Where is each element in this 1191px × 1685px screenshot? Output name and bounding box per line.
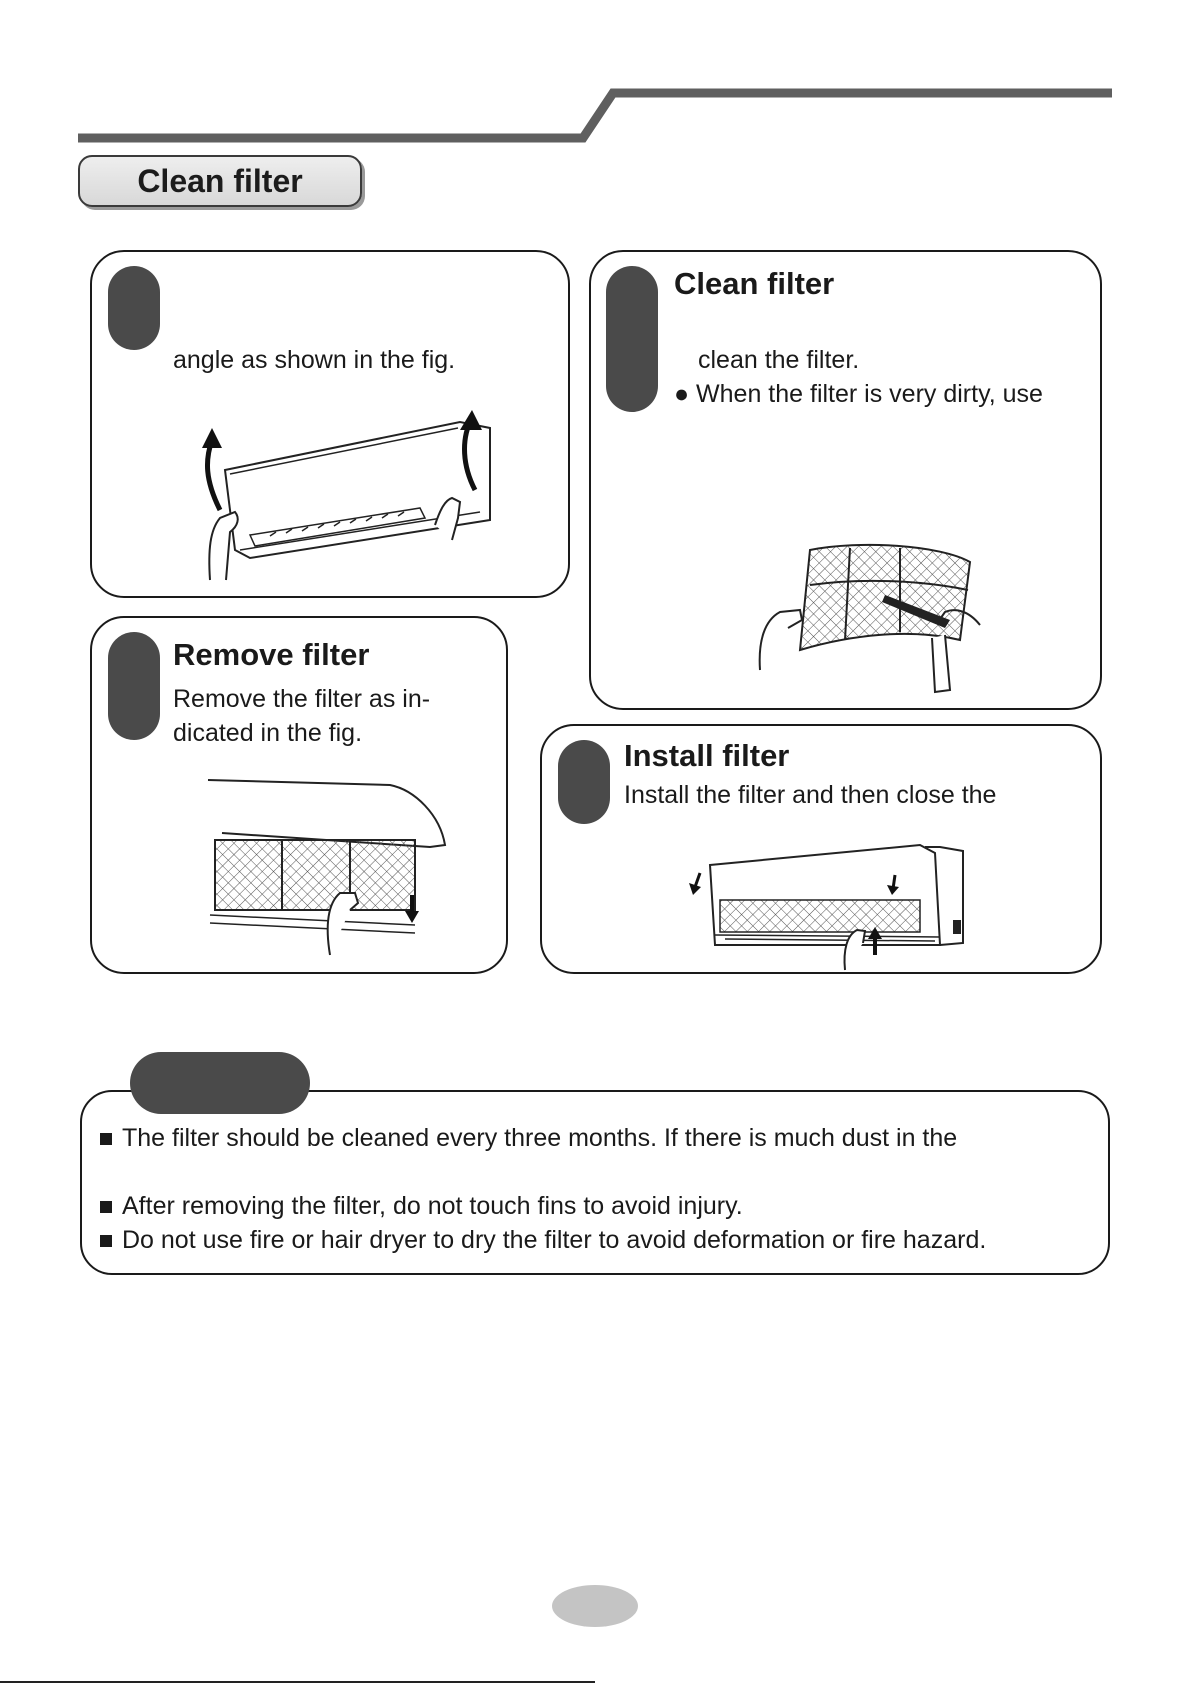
step-text: Remove the filter as in- xyxy=(173,685,431,713)
step-text: ● When the filter is very dirty, use xyxy=(674,380,1043,408)
section-title: Clean filter xyxy=(78,155,362,207)
note-text: After removing the filter, do not touch fins to avoid injury. xyxy=(122,1192,743,1220)
note-text: Do not use fire or hair dryer to dry the filter to avoid deformation or fire hazard. xyxy=(122,1226,987,1254)
step-marker xyxy=(108,632,160,740)
note-text: The filter should be cleaned every three months. If there is much dust in the xyxy=(122,1124,958,1152)
page-number-badge xyxy=(552,1585,638,1627)
step-heading: Clean filter xyxy=(674,266,835,301)
filter-cleaning-illustration xyxy=(740,540,1000,700)
step-text: clean the filter. xyxy=(698,346,860,374)
step-heading: Install filter xyxy=(624,738,790,773)
footer-rule xyxy=(0,1680,1191,1685)
step-heading: Remove filter xyxy=(173,637,370,672)
install-filter-illustration xyxy=(685,835,965,970)
step-text: angle as shown in the fig. xyxy=(173,346,456,374)
step-marker xyxy=(606,266,658,412)
note-item xyxy=(100,1226,986,1255)
bullet-icon xyxy=(100,1133,112,1145)
remove-filter-illustration xyxy=(200,775,460,955)
note-item xyxy=(100,1192,743,1221)
step-text: Install the filter and then close the xyxy=(624,781,997,809)
note-item xyxy=(100,1124,957,1153)
step-text: dicated in the fig. xyxy=(173,719,363,747)
step-marker xyxy=(558,740,610,824)
bullet-icon xyxy=(100,1235,112,1247)
header-rule xyxy=(0,0,1191,160)
step-marker xyxy=(108,266,160,350)
ac-open-panel-illustration xyxy=(190,400,510,590)
bullet-icon xyxy=(100,1201,112,1213)
notes-tab xyxy=(130,1052,310,1114)
